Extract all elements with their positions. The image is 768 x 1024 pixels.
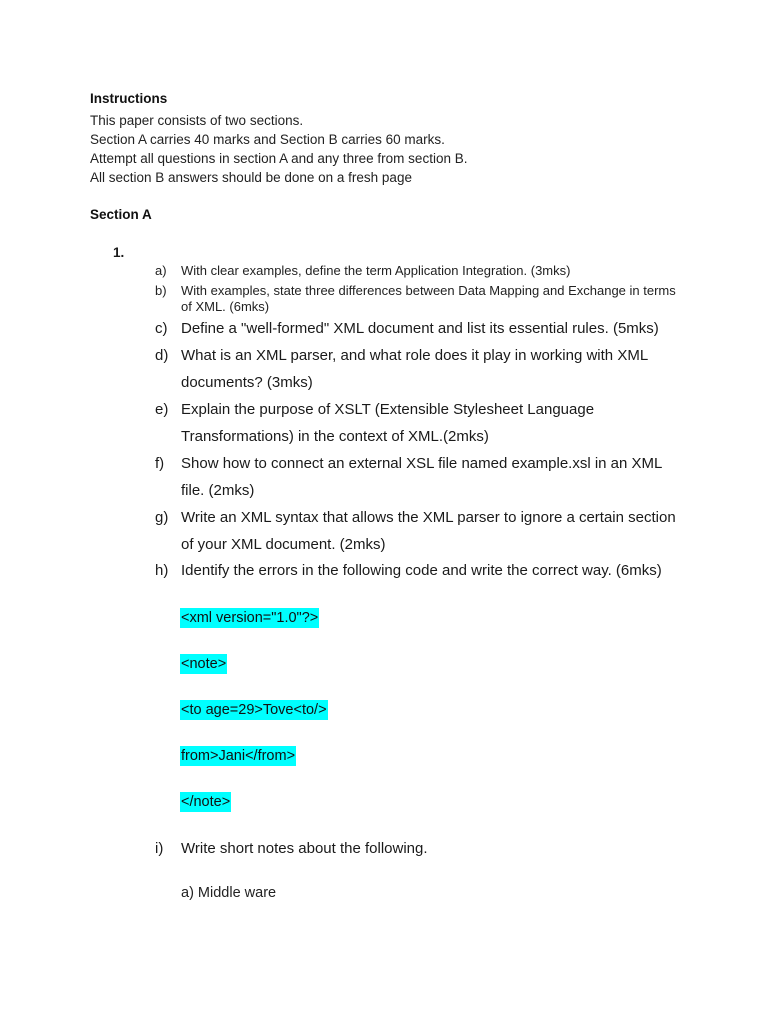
question-item-a <box>155 263 685 281</box>
item-text: Write short notes about the following. <box>181 840 428 857</box>
item-text: Show how to connect an external XSL file named example.xsl in an XML file. (2mks) <box>181 455 662 499</box>
question-item-d <box>155 342 685 396</box>
question-item-g <box>155 504 685 558</box>
instruction-line: Section A carries 40 marks and Section B carries 60 marks. <box>90 132 445 147</box>
question-item-i <box>155 835 685 862</box>
question-number: 1. <box>113 245 125 260</box>
question-item-h <box>155 557 685 584</box>
code-line: <xml version="1.0"?> <box>181 610 319 626</box>
item-text: What is an XML parser, and what role does it play in working with XML documents? (3mks) <box>181 347 648 391</box>
instructions-heading: Instructions <box>90 91 168 106</box>
item-text: Write an XML syntax that allows the XML parser to ignore a certain section of your XML document. (2mks) <box>181 509 676 553</box>
item-letter: h) <box>155 562 169 579</box>
question-item-b <box>155 283 685 317</box>
question-item-c <box>155 315 685 342</box>
item-letter: i) <box>155 840 164 857</box>
code-line: </note> <box>181 794 231 810</box>
instruction-line: Attempt all questions in section A and any three from section B. <box>90 151 468 166</box>
question-item-f <box>155 450 685 504</box>
item-text: With examples, state three differences between Data Mapping and Exchange in terms of XML. (6mks) <box>181 283 676 314</box>
item-letter: b) <box>155 283 167 298</box>
item-text: With clear examples, define the term Application Integration. (3mks) <box>181 263 571 278</box>
code-line: from>Jani</from> <box>181 748 296 764</box>
code-line: <to age=29>Tove<to/> <box>181 702 327 718</box>
item-text: Identify the errors in the following code and write the correct way. (6mks) <box>181 562 662 579</box>
item-letter: e) <box>155 401 169 418</box>
sub-item-middleware: a) Middle ware <box>181 885 277 901</box>
item-letter: d) <box>155 347 169 364</box>
item-text: Define a "well-formed" XML document and list its essential rules. (5mks) <box>181 320 659 337</box>
item-letter: f) <box>155 455 165 472</box>
item-letter: g) <box>155 509 169 526</box>
item-letter: a) <box>155 263 167 278</box>
question-item-e <box>155 396 685 450</box>
instruction-line: This paper consists of two sections. <box>90 113 304 128</box>
item-letter: c) <box>155 320 168 337</box>
item-text: Explain the purpose of XSLT (Extensible Stylesheet Language Transformations) in the context of XML.(2mks) <box>181 401 595 445</box>
section-a-heading: Section A <box>90 207 152 222</box>
instruction-line: All section B answers should be done on a fresh page <box>90 170 412 185</box>
code-line: <note> <box>181 656 227 672</box>
